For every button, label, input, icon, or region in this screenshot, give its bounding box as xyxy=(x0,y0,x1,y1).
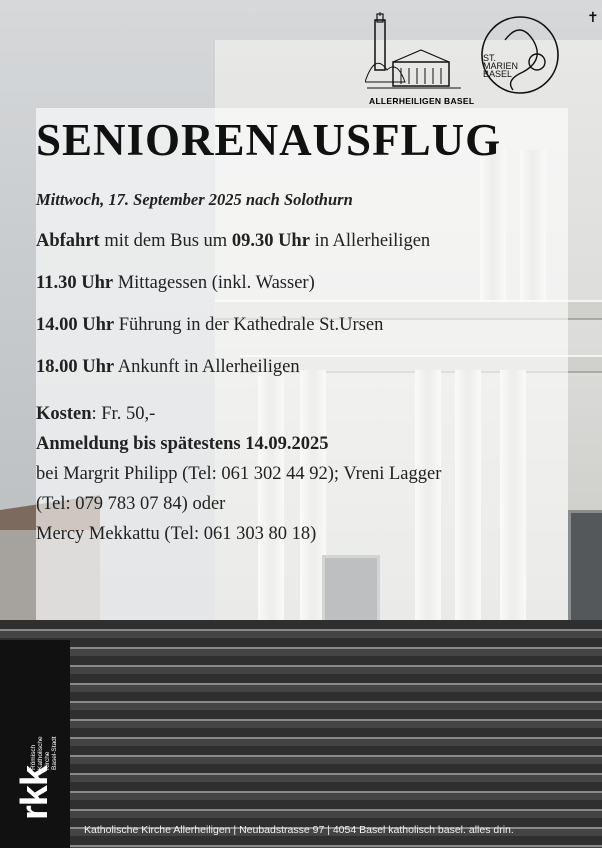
allerheiligen-church-logo xyxy=(365,12,465,108)
schedule-text: Mittagessen (inkl. Wasser) xyxy=(113,273,315,293)
registration-deadline: Anmeldung bis spätestens 14.09.2025 xyxy=(36,434,329,454)
event-details xyxy=(36,190,576,549)
footer-address: Katholische Kirche Allerheiligen | Neubadstrasse 97 | 4054 Basel katholisch basel. alles drin. xyxy=(84,824,514,836)
schedule-text: Führung in der Kathedrale St.Ursen xyxy=(114,315,384,335)
schedule-bold: Abfahrt xyxy=(36,231,100,251)
cross-icon: ✝ xyxy=(587,11,599,26)
logo-text-line: BASEL xyxy=(483,69,513,79)
registration-contact: bei Margrit Philipp (Tel: 061 302 44 92); Vreni Lagger xyxy=(36,464,442,484)
cost-value: : Fr. 50,- xyxy=(91,404,156,424)
page-title: SENIORENAUSFLUG xyxy=(36,115,502,165)
schedule-text: Ankunft in Allerheiligen xyxy=(114,357,300,377)
event-date: Mittwoch, 17. September 2025 nach Solothurn xyxy=(36,190,353,209)
schedule-item xyxy=(36,231,576,252)
cost-label: Kosten xyxy=(36,404,92,424)
schedule-item xyxy=(36,315,576,336)
st-marien-logo-text xyxy=(483,54,518,78)
schedule-time: 18.00 Uhr xyxy=(36,357,115,377)
logo-text-line: MARIEN xyxy=(483,61,519,71)
schedule-time: 09.30 Uhr xyxy=(231,231,310,251)
schedule-text: in Allerheiligen xyxy=(309,231,431,251)
schedule-time: 14.00 Uhr xyxy=(36,315,115,335)
rkk-logo-text: Römisch Katholische Kirche Basel-Stadt xyxy=(30,736,58,770)
logo-text-line: ST. xyxy=(483,53,497,63)
registration-contact: Mercy Mekkattu (Tel: 061 303 80 18) xyxy=(36,524,317,544)
allerheiligen-logo-text: ALLERHEILIGEN BASEL xyxy=(369,96,475,106)
schedule-time: 11.30 Uhr xyxy=(36,273,114,293)
cost-line xyxy=(36,399,576,429)
registration-contact: (Tel: 079 783 07 84) oder xyxy=(36,494,226,514)
stairs xyxy=(0,620,602,848)
schedule-item xyxy=(36,357,576,378)
rkk-logo-mark: rkk xyxy=(14,765,56,820)
schedule-text: mit dem Bus um xyxy=(99,231,232,251)
logo-area xyxy=(365,10,599,110)
schedule-item xyxy=(36,273,576,294)
